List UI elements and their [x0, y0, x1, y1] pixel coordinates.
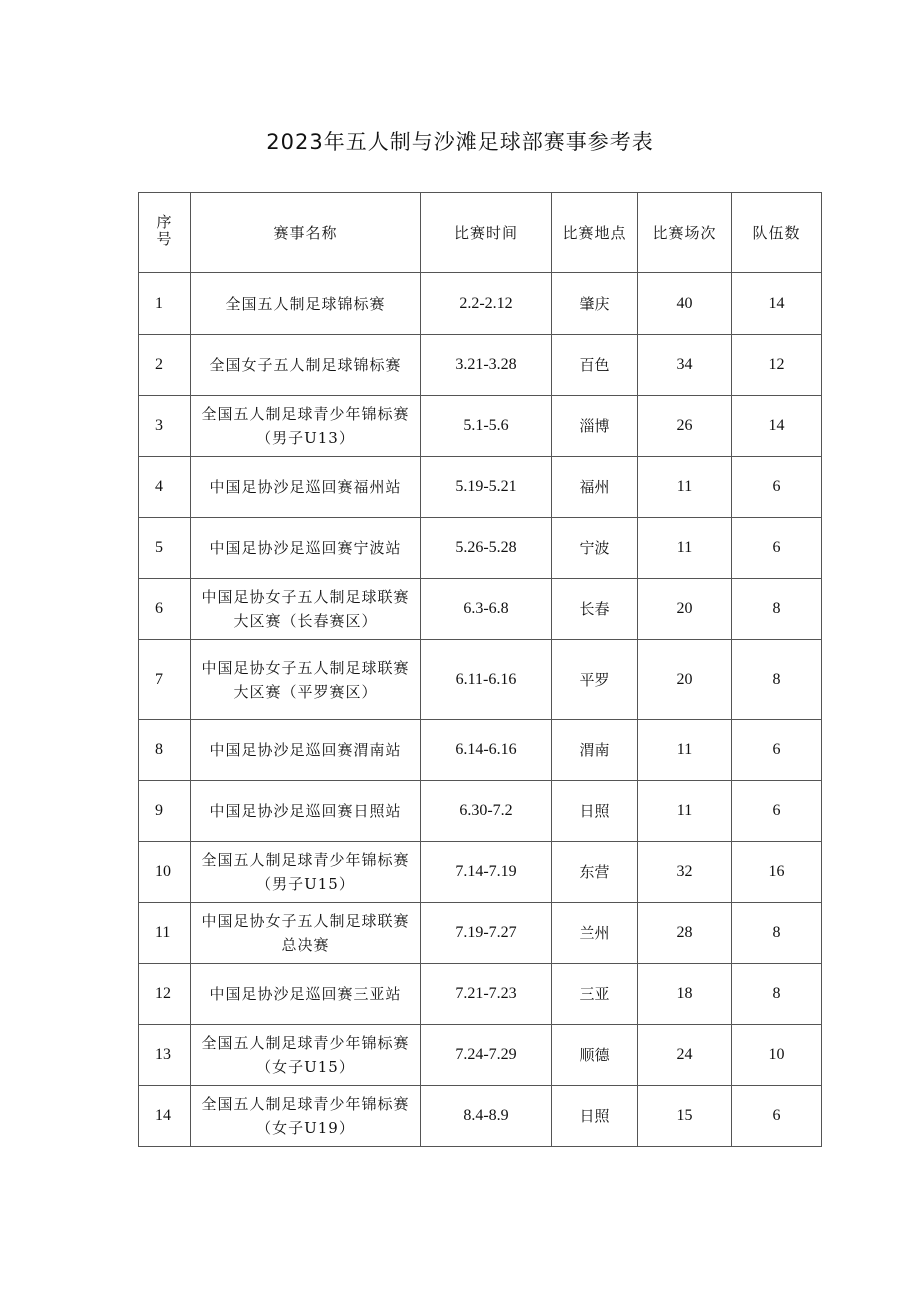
- header-time: 比赛时间: [421, 193, 552, 273]
- cell-place: 长春: [552, 579, 638, 640]
- cell-matches: 11: [638, 457, 732, 518]
- cell-time: 7.14-7.19: [421, 842, 552, 903]
- cell-time: 6.14-6.16: [421, 720, 552, 781]
- cell-place: 百色: [552, 335, 638, 396]
- cell-place: 平罗: [552, 640, 638, 720]
- cell-place: 东营: [552, 842, 638, 903]
- cell-time: 8.4-8.9: [421, 1086, 552, 1147]
- cell-seq: 11: [139, 903, 191, 964]
- table-header-row: [139, 193, 822, 273]
- cell-seq: 6: [139, 579, 191, 640]
- table-row: [139, 903, 822, 964]
- cell-name: 中国足协沙足巡回赛宁波站: [191, 518, 421, 579]
- cell-time: 6.11-6.16: [421, 640, 552, 720]
- cell-seq: 5: [139, 518, 191, 579]
- cell-seq: 10: [139, 842, 191, 903]
- table-row: [139, 1025, 822, 1086]
- table-row: [139, 335, 822, 396]
- cell-matches: 26: [638, 396, 732, 457]
- cell-matches: 24: [638, 1025, 732, 1086]
- cell-teams: 6: [732, 457, 822, 518]
- cell-time: 3.21-3.28: [421, 335, 552, 396]
- header-place: 比赛地点: [552, 193, 638, 273]
- table-row: [139, 720, 822, 781]
- cell-name: 中国足协沙足巡回赛三亚站: [191, 964, 421, 1025]
- header-teams: 队伍数: [732, 193, 822, 273]
- cell-teams: 8: [732, 903, 822, 964]
- cell-place: 顺德: [552, 1025, 638, 1086]
- cell-matches: 28: [638, 903, 732, 964]
- page-title: 2023年五人制与沙滩足球部赛事参考表: [266, 130, 654, 154]
- cell-seq: 8: [139, 720, 191, 781]
- cell-matches: 18: [638, 964, 732, 1025]
- cell-place: 三亚: [552, 964, 638, 1025]
- table-row: [139, 396, 822, 457]
- cell-time: 6.30-7.2: [421, 781, 552, 842]
- cell-place: 日照: [552, 1086, 638, 1147]
- cell-name: 全国五人制足球青少年锦标赛（男子U15）: [191, 842, 421, 903]
- header-matches: 比赛场次: [638, 193, 732, 273]
- events-table: [138, 192, 822, 1147]
- cell-seq: 12: [139, 964, 191, 1025]
- cell-name: 全国五人制足球青少年锦标赛（女子U15）: [191, 1025, 421, 1086]
- header-name: 赛事名称: [191, 193, 421, 273]
- cell-time: 2.2-2.12: [421, 273, 552, 335]
- table-row: [139, 1086, 822, 1147]
- cell-teams: 6: [732, 1086, 822, 1147]
- cell-teams: 6: [732, 720, 822, 781]
- cell-teams: 12: [732, 335, 822, 396]
- cell-seq: 2: [139, 335, 191, 396]
- cell-seq: 13: [139, 1025, 191, 1086]
- table-row: [139, 457, 822, 518]
- cell-matches: 11: [638, 720, 732, 781]
- cell-time: 7.21-7.23: [421, 964, 552, 1025]
- cell-teams: 8: [732, 640, 822, 720]
- cell-place: 肇庆: [552, 273, 638, 335]
- cell-matches: 15: [638, 1086, 732, 1147]
- cell-seq: 7: [139, 640, 191, 720]
- cell-seq: 3: [139, 396, 191, 457]
- cell-name: 中国足协沙足巡回赛渭南站: [191, 720, 421, 781]
- cell-name: 中国足协沙足巡回赛福州站: [191, 457, 421, 518]
- cell-teams: 16: [732, 842, 822, 903]
- cell-name: 中国足协沙足巡回赛日照站: [191, 781, 421, 842]
- cell-matches: 11: [638, 781, 732, 842]
- table-row: [139, 842, 822, 903]
- cell-teams: 14: [732, 273, 822, 335]
- cell-teams: 10: [732, 1025, 822, 1086]
- cell-name: 中国足协女子五人制足球联赛大区赛（长春赛区）: [191, 579, 421, 640]
- cell-place: 兰州: [552, 903, 638, 964]
- cell-seq: 14: [139, 1086, 191, 1147]
- table-row: [139, 579, 822, 640]
- cell-teams: 6: [732, 781, 822, 842]
- table-row: [139, 781, 822, 842]
- cell-teams: 8: [732, 579, 822, 640]
- cell-teams: 14: [732, 396, 822, 457]
- cell-name: 全国五人制足球青少年锦标赛（女子U19）: [191, 1086, 421, 1147]
- cell-matches: 32: [638, 842, 732, 903]
- table-row: [139, 518, 822, 579]
- cell-time: 5.19-5.21: [421, 457, 552, 518]
- cell-name: 中国足协女子五人制足球联赛大区赛（平罗赛区）: [191, 640, 421, 720]
- cell-teams: 8: [732, 964, 822, 1025]
- cell-place: 渭南: [552, 720, 638, 781]
- cell-time: 5.1-5.6: [421, 396, 552, 457]
- cell-place: 福州: [552, 457, 638, 518]
- table-row: [139, 273, 822, 335]
- cell-seq: 9: [139, 781, 191, 842]
- cell-time: 7.19-7.27: [421, 903, 552, 964]
- cell-time: 7.24-7.29: [421, 1025, 552, 1086]
- cell-time: 6.3-6.8: [421, 579, 552, 640]
- table-row: [139, 964, 822, 1025]
- cell-matches: 40: [638, 273, 732, 335]
- cell-teams: 6: [732, 518, 822, 579]
- cell-matches: 20: [638, 579, 732, 640]
- cell-time: 5.26-5.28: [421, 518, 552, 579]
- cell-name: 全国女子五人制足球锦标赛: [191, 335, 421, 396]
- table-row: [139, 640, 822, 720]
- cell-seq: 1: [139, 273, 191, 335]
- cell-matches: 34: [638, 335, 732, 396]
- cell-seq: 4: [139, 457, 191, 518]
- cell-name: 全国五人制足球锦标赛: [191, 273, 421, 335]
- cell-name: 中国足协女子五人制足球联赛总决赛: [191, 903, 421, 964]
- cell-matches: 20: [638, 640, 732, 720]
- cell-name: 全国五人制足球青少年锦标赛（男子U13）: [191, 396, 421, 457]
- cell-place: 宁波: [552, 518, 638, 579]
- cell-matches: 11: [638, 518, 732, 579]
- cell-place: 日照: [552, 781, 638, 842]
- header-seq: 序号: [139, 193, 191, 273]
- cell-place: 淄博: [552, 396, 638, 457]
